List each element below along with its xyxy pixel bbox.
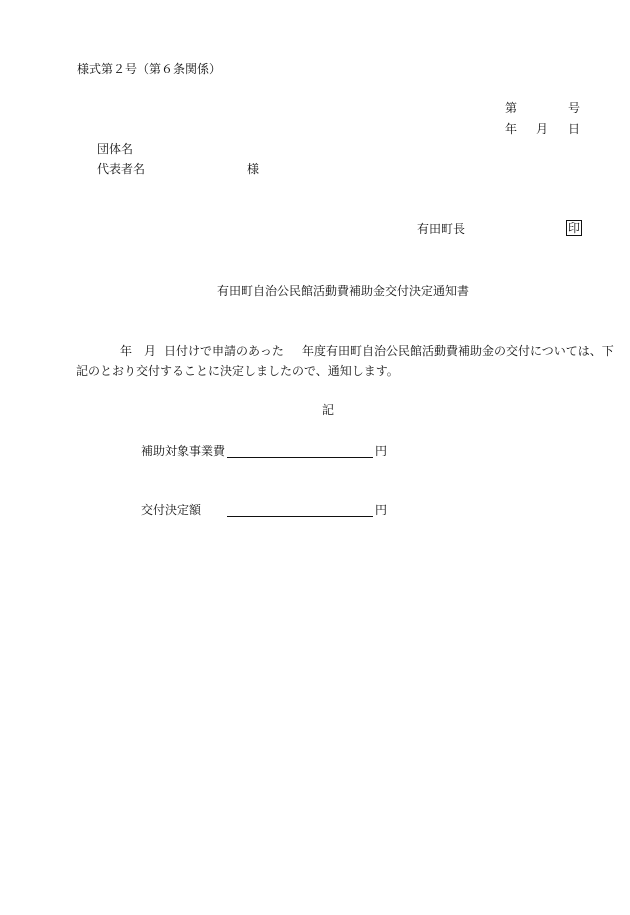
item-label-project-cost: 補助対象事業費 — [141, 444, 226, 458]
body-year-mark: 年 — [120, 344, 133, 358]
body-line-2: 記のとおり交付することに決定しましたので、通知します。 — [76, 364, 399, 378]
representative-label: 代表者名 — [97, 162, 146, 176]
doc-number-suffix: 号 — [568, 101, 581, 115]
document-title: 有田町自治公民館活動費補助金交付決定通知書 — [217, 284, 470, 298]
date-year: 年 — [505, 122, 518, 136]
item-unit-grant-amount: 円 — [375, 503, 388, 517]
sender-title: 有田町長 — [417, 222, 466, 236]
date-month: 月 — [536, 122, 549, 136]
seal-mark: 印 — [568, 221, 581, 235]
date-day: 日 — [568, 122, 581, 136]
project-cost-blank-line — [227, 457, 373, 458]
body-text-b: 年度有田町自治公民館活動費補助金の交付については、下 — [302, 344, 614, 358]
form-number: 様式第２号（第６条関係） — [77, 62, 222, 76]
body-text-a: 日付けで申請のあった — [164, 344, 284, 358]
item-unit-project-cost: 円 — [375, 444, 388, 458]
item-label-grant-amount: 交付決定額 — [141, 503, 202, 517]
ki-heading: 記 — [322, 403, 335, 417]
honorific: 様 — [247, 162, 260, 176]
doc-number-prefix: 第 — [505, 101, 518, 115]
grant-amount-blank-line — [227, 516, 373, 517]
body-month-mark: 月 — [144, 344, 157, 358]
org-name-label: 団体名 — [97, 142, 134, 156]
